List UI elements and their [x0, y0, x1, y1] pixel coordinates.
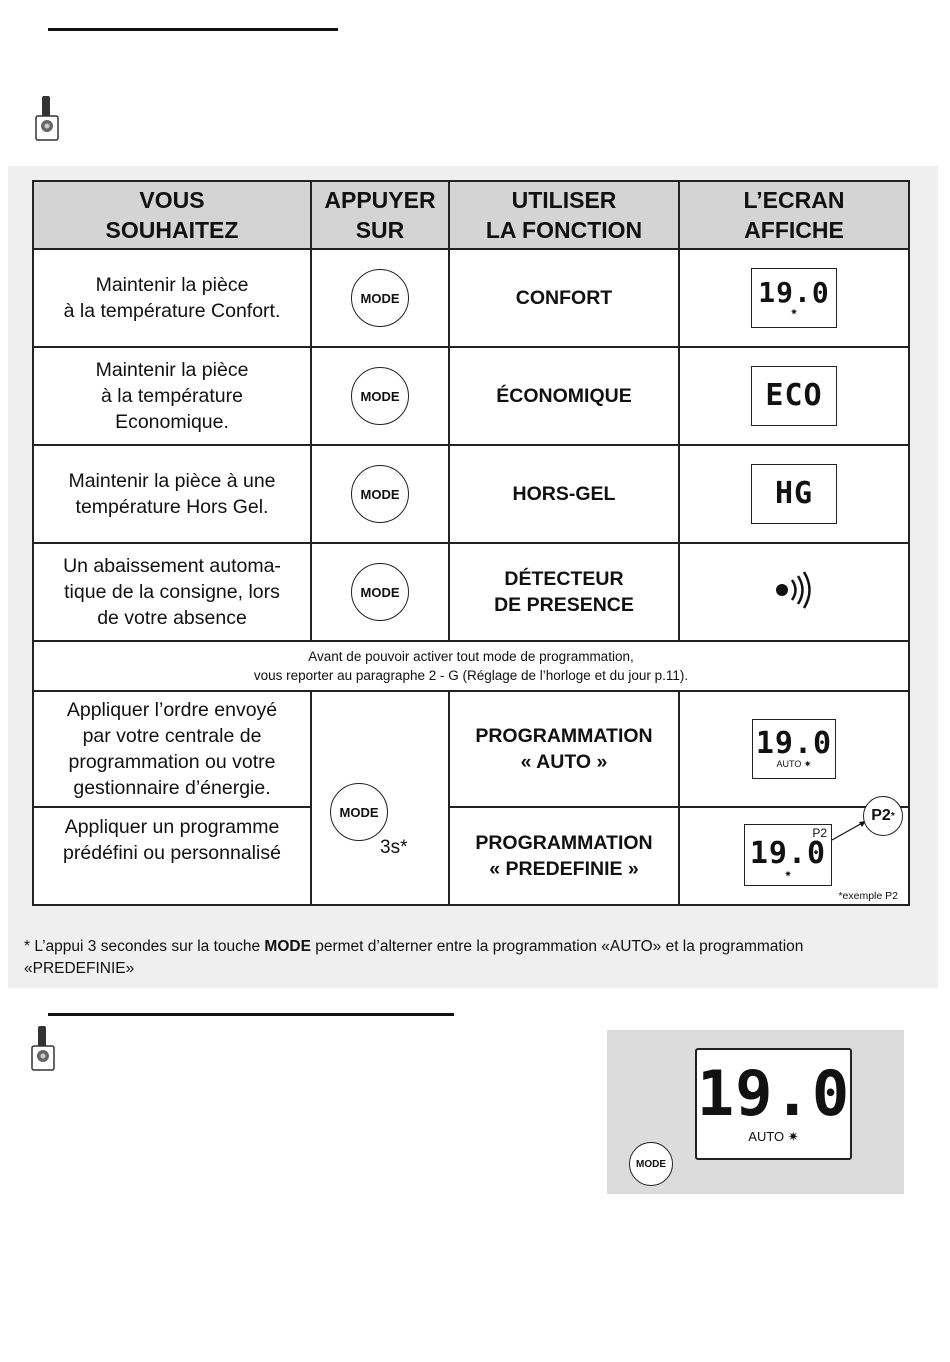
lcd-value: HG — [774, 476, 814, 511]
header-ecran-affiche: L’ECRAN AFFICHE — [679, 181, 909, 249]
pencil-note-icon — [32, 94, 62, 144]
want-cell: Maintenir la pièce à une température Hors Gel. — [33, 445, 311, 543]
auto-sun-indicator: AUTO ✷ — [748, 1129, 799, 1144]
lcd-display — [751, 464, 837, 524]
table-row — [33, 543, 909, 641]
function-cell: DÉTECTEUR DE PRESENCE — [449, 543, 679, 641]
want-cell: Maintenir la pièce à la température Confort. — [33, 249, 311, 347]
header-appuyer-sur: APPUYER SUR — [311, 181, 449, 249]
info-cell — [33, 641, 909, 691]
lcd-value: 19.0 — [755, 726, 833, 761]
mode-button[interactable]: MODE — [629, 1142, 673, 1186]
press-cell — [311, 691, 449, 905]
info-row — [33, 641, 909, 691]
function-cell: HORS-GEL — [449, 445, 679, 543]
lcd-display — [751, 268, 837, 328]
press-cell — [311, 543, 449, 641]
lcd-value: 19.0 — [749, 836, 827, 871]
header-vous-souhaitez: VOUS SOUHAITEZ — [33, 181, 311, 249]
mode-button[interactable]: MODE — [351, 465, 409, 523]
pencil-note-icon — [28, 1024, 58, 1074]
press-cell — [311, 249, 449, 347]
section-rule-top — [48, 28, 338, 31]
display-cell — [679, 691, 909, 807]
info-line-1: Avant de pouvoir activer tout mode de programmation, — [308, 649, 634, 664]
footnote: * L’appui 3 secondes sur la touche MODE permet d’alterner entre la programmation «AUTO» et la programmation «PREDEFINIE» — [24, 938, 804, 977]
mode-button[interactable]: MODE — [351, 367, 409, 425]
lcd-program-tag: P2 — [812, 826, 827, 840]
table-row — [33, 445, 909, 543]
lcd-display — [751, 366, 837, 426]
info-line-2: vous reporter au paragraphe 2 - G (Réglage de l’horloge et du jour p.11). — [253, 668, 689, 683]
section-rule-bottom — [48, 1013, 454, 1016]
display-cell — [679, 445, 909, 543]
mode-table — [32, 180, 910, 906]
sun-icon: ✷ — [784, 869, 792, 879]
lcd-value: 19.0 — [758, 276, 830, 309]
lcd-display — [752, 719, 836, 779]
table-row — [33, 807, 909, 905]
mode-button[interactable]: MODE — [351, 269, 409, 327]
function-cell: PROGRAMMATION « AUTO » — [449, 691, 679, 807]
function-cell: PROGRAMMATION « PREDEFINIE » — [449, 807, 679, 905]
auto-sun-indicator: AUTO ✷ — [776, 759, 812, 769]
want-cell: Maintenir la pièce à la température Economique. — [33, 347, 311, 445]
function-cell: CONFORT — [449, 249, 679, 347]
lcd-value: 19.0 — [696, 1057, 851, 1130]
footnote-key: MODE — [264, 938, 311, 955]
display-cell — [679, 807, 909, 905]
presence-icon — [772, 568, 816, 612]
display-cell — [679, 249, 909, 347]
display-cell — [679, 543, 909, 641]
sun-icon: ✷ — [790, 307, 798, 317]
lcd-value: ECO — [765, 378, 823, 413]
header-utiliser-la-fonction: UTILISER LA FONCTION — [449, 181, 679, 249]
display-cell — [679, 347, 909, 445]
table-row — [33, 691, 909, 807]
mode-button[interactable]: MODE — [351, 563, 409, 621]
want-cell: Appliquer l’ordre envoyé par votre centrale de programmation ou votre gestionnaire d’énergie. — [33, 691, 311, 807]
mode-button[interactable]: MODE — [330, 783, 388, 841]
table-header-row — [33, 181, 909, 249]
thermostat-illustration — [607, 1030, 904, 1194]
function-cell: ÉCONOMIQUE — [449, 347, 679, 445]
press-cell — [311, 347, 449, 445]
p2-callout: P2 * — [863, 796, 903, 836]
hold-duration-label: 3s* — [380, 837, 408, 858]
table-row — [33, 347, 909, 445]
press-cell — [311, 445, 449, 543]
thermostat-display — [695, 1048, 852, 1160]
table-row — [33, 249, 909, 347]
want-cell: Appliquer un programme prédéfini ou personnalisé — [33, 807, 311, 905]
want-cell: Un abaissement automa- tique de la consigne, lors de votre absence — [33, 543, 311, 641]
example-note: *exemple P2 — [838, 890, 898, 902]
lcd-display — [744, 824, 832, 886]
